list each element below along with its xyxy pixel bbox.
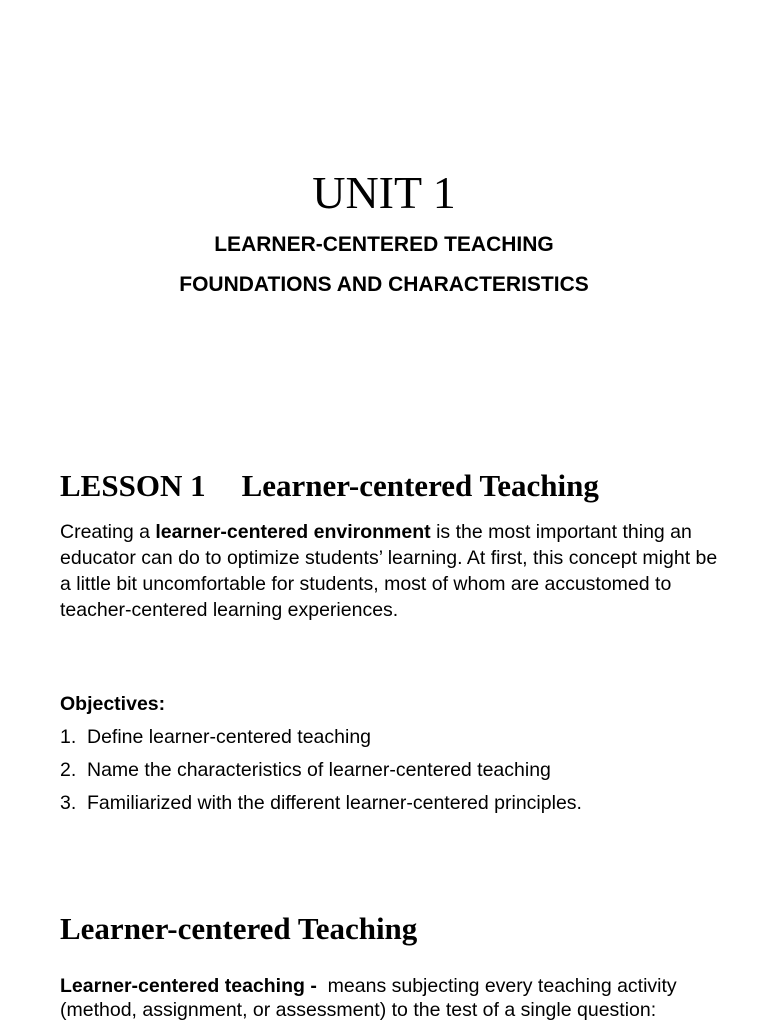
unit-title: UNIT 1 bbox=[312, 167, 456, 218]
unit-subtitle-line-2: FOUNDATIONS AND CHARACTERISTICS bbox=[179, 273, 589, 296]
objective-text: Familiarized with the different learner-centered principles. bbox=[87, 792, 582, 814]
objective-number: 2. bbox=[60, 759, 77, 781]
objectives-list bbox=[60, 724, 740, 823]
objective-number: 3. bbox=[60, 792, 77, 814]
objective-text: Name the characteristics of learner-centered teaching bbox=[87, 759, 551, 781]
intro-prefix: Creating a bbox=[60, 521, 156, 543]
intro-bold-term: learner-centered environment bbox=[155, 521, 431, 543]
objectives-label: Objectives: bbox=[60, 693, 166, 715]
lesson-title: Learner-centered Teaching bbox=[241, 468, 599, 503]
definition-paragraph bbox=[60, 974, 740, 1022]
objective-item bbox=[60, 790, 740, 823]
intro-rest: is the most important thing an educator can do to optimize students’ learning. At first, this concept might be a little bit uncomfortable for students, most of whom are accustomed to teacher-centered learning experiences. bbox=[60, 521, 718, 621]
definition-text: means subjecting every teaching activity (method, assignment, or assessment) to the test of a single question: bbox=[60, 975, 683, 1021]
objective-item bbox=[60, 724, 740, 757]
objective-item bbox=[60, 757, 740, 790]
lesson-intro-paragraph bbox=[60, 519, 720, 623]
section-heading: Learner-centered Teaching bbox=[60, 911, 418, 946]
unit-subtitle-line-1: LEARNER-CENTERED TEACHING bbox=[214, 233, 554, 256]
definition-term: Learner-centered teaching - bbox=[60, 975, 317, 997]
lesson-number: LESSON 1 bbox=[60, 468, 206, 503]
objective-number: 1. bbox=[60, 726, 77, 748]
objective-text: Define learner-centered teaching bbox=[87, 726, 372, 748]
lesson-heading bbox=[60, 466, 599, 506]
